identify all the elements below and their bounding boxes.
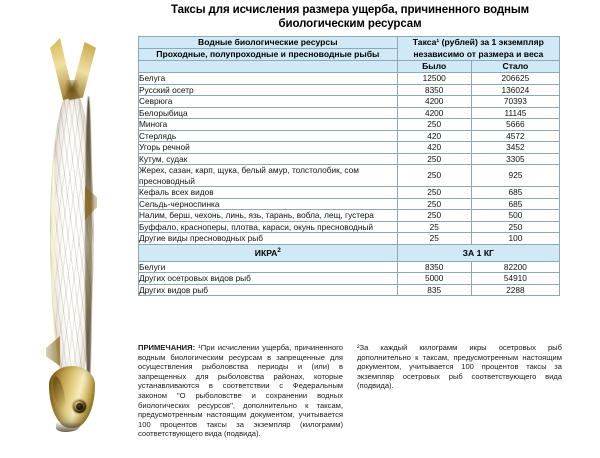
fish-eye-pupil: [76, 403, 83, 410]
row-now: 250: [471, 221, 559, 233]
row-now: 5666: [471, 119, 559, 131]
row-name: Другие виды пресноводных рыб: [139, 233, 398, 245]
row-now: 70393: [471, 96, 559, 108]
table-row: [139, 84, 560, 96]
table-row: [139, 273, 560, 285]
row-was: 250: [397, 119, 471, 131]
table-row: [139, 198, 560, 210]
row-name: Стерлядь: [139, 130, 398, 142]
row-now: 2288: [471, 284, 559, 296]
row-name: Угорь речной: [139, 142, 398, 154]
table-row: [139, 221, 560, 233]
row-was: 250: [397, 187, 471, 199]
row-now: 54910: [471, 273, 559, 285]
row-name: Других видов рыб: [139, 284, 398, 296]
row-now: 685: [471, 198, 559, 210]
row-now: 500: [471, 210, 559, 222]
row-now: 82200: [471, 261, 559, 273]
tariff-table: [138, 36, 560, 296]
row-was: 25: [397, 233, 471, 245]
table-row: [139, 96, 560, 108]
row-now: 3305: [471, 153, 559, 165]
row-now: 11145: [471, 107, 559, 119]
caviar-label-text: ИКРА: [254, 247, 278, 258]
header-col-now: Стало: [471, 61, 559, 73]
table-header-row-1: [139, 37, 560, 49]
fish-dorsal-ridge: [85, 96, 92, 392]
row-now: 136024: [471, 84, 559, 96]
row-was: 250: [397, 165, 471, 187]
row-now: 925: [471, 165, 559, 187]
table-row: [139, 107, 560, 119]
row-now: 100: [471, 233, 559, 245]
row-now: 3452: [471, 142, 559, 154]
table-header-row-3: [139, 61, 560, 73]
table-row: [139, 233, 560, 245]
row-was: 8350: [397, 261, 471, 273]
row-name: Других осетровых видов рыб: [139, 273, 398, 285]
row-name: Сельдь-черноспинка: [139, 198, 398, 210]
fish-photo-panel: [0, 0, 138, 458]
fish-mouth: [56, 422, 80, 432]
note-2: ²За каждый килограмм икры осетровых рыб дополнительно к таксам, предусмотренным настоящим документом, учитывается 100 процентов таксы за экземпляр осетровых рыб соответствующего вида (подвида).: [357, 343, 562, 391]
header-subgroup: Проходные, полупроходные и пресноводные рыбы: [139, 49, 398, 61]
table-row: [139, 210, 560, 222]
row-name: Налим, берш, чехонь, линь, язь, тарань, вобла, лещ, густера: [139, 210, 398, 222]
table-row: [139, 187, 560, 199]
row-name: Белорыбица: [139, 107, 398, 119]
row-name: Севрюга: [139, 96, 398, 108]
row-now: 206625: [471, 73, 559, 85]
table-row: [139, 284, 560, 296]
table-row: [139, 165, 560, 187]
caviar-label-sup: 2: [277, 246, 281, 254]
row-name: Русский осетр: [139, 84, 398, 96]
row-now: 685: [471, 187, 559, 199]
row-name: Буффало, красноперы, плотва, караси, окунь пресноводный: [139, 221, 398, 233]
row-name: Белуга: [139, 73, 398, 85]
header-spacer: [139, 61, 398, 73]
table-row: [139, 142, 560, 154]
row-was: 4200: [397, 96, 471, 108]
fish-photo: [46, 36, 98, 426]
row-was: 25: [397, 221, 471, 233]
note-1-text: ¹При исчислении ущерба, причиненного водным биологическим ресурсам в запрещенные для осуществления рыболовства периоды и (или) в запрещенных для рыболовства районах, которые устанавливаются в соответствии с Федеральным законом "О рыболовстве и сохранении водных биологических ресурсов", дополнительно к таксам, предусмотренным настоящим документом, учитывается 100 процентов таксы за экземпляр (килограмм) соответствующего вида (подвида).: [138, 343, 343, 439]
notes-column-left: [138, 343, 343, 439]
row-name: Белуги: [139, 261, 398, 273]
table-row: [139, 119, 560, 131]
row-was: 250: [397, 198, 471, 210]
notes-column-right: [357, 343, 562, 439]
row-now: 4572: [471, 130, 559, 142]
table-row: [139, 261, 560, 273]
caviar-section-unit: ЗА 1 КГ: [397, 244, 559, 261]
table-row: [139, 153, 560, 165]
header-rate-title: Такса¹ (рублей) за 1 экземпляр независимо от размера и веса: [397, 37, 559, 61]
row-name: Кефаль всех видов: [139, 187, 398, 199]
note-1: [138, 343, 343, 439]
table-row: [139, 73, 560, 85]
row-name: Кутум, судак: [139, 153, 398, 165]
header-resources: Водные биологические ресурсы: [139, 37, 398, 49]
caviar-section-row: [139, 244, 560, 261]
notes-label: ПРИМЕЧАНИЯ:: [138, 343, 196, 352]
row-was: 420: [397, 130, 471, 142]
table-row: [139, 130, 560, 142]
row-name: Жерех, сазан, карп, щука, белый амур, толстолобик, сом пресноводный: [139, 165, 398, 187]
page-title: Таксы для исчисления размера ущерба, причиненного водным биологическим ресурсам: [170, 4, 530, 30]
row-was: 835: [397, 284, 471, 296]
notes-section: [138, 343, 562, 439]
row-was: 5000: [397, 273, 471, 285]
fish-belly-highlight: [51, 156, 56, 366]
row-was: 250: [397, 210, 471, 222]
row-was: 12500: [397, 73, 471, 85]
row-name: Минога: [139, 119, 398, 131]
row-was: 8350: [397, 84, 471, 96]
row-was: 4200: [397, 107, 471, 119]
caviar-section-label: [139, 244, 398, 261]
header-col-was: Было: [397, 61, 471, 73]
row-was: 250: [397, 153, 471, 165]
row-was: 420: [397, 142, 471, 154]
